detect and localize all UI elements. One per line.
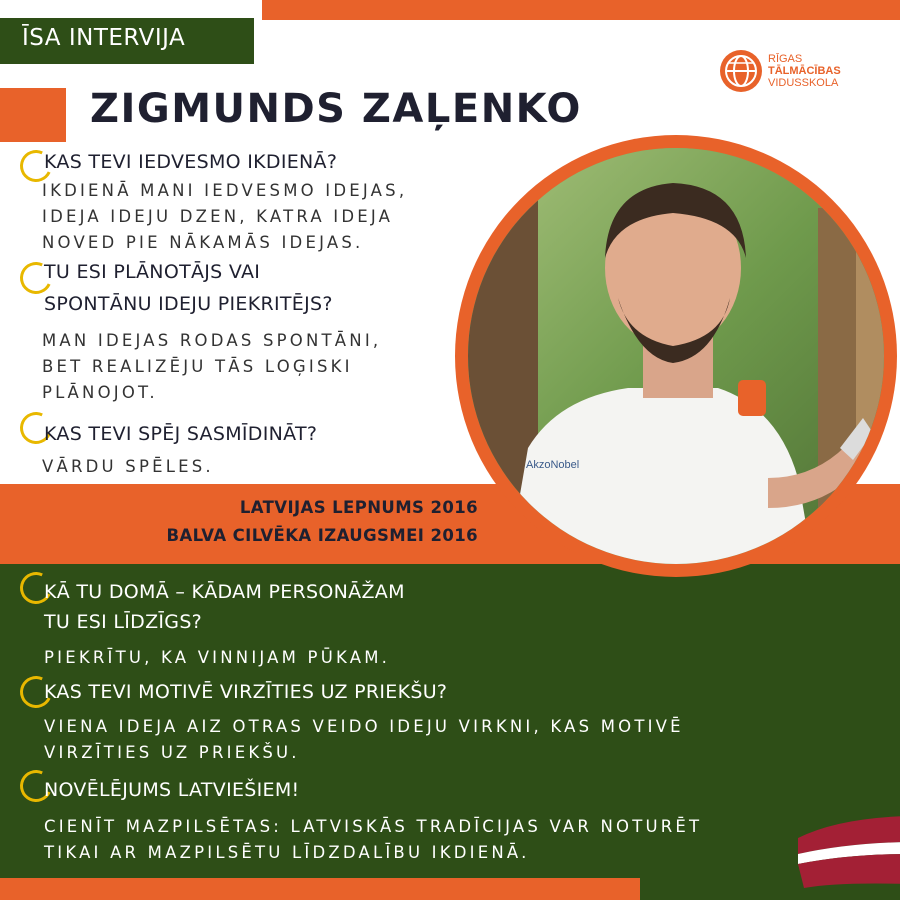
answer-line: MAN IDEJAS RODAS SPONTĀNI, xyxy=(42,331,382,350)
question: KĀ TU DOMĀ – KĀDAM PERSONĀŽAM xyxy=(44,581,405,603)
answer-line: IDEJA IDEJU DZEN, KATRA IDEJA xyxy=(42,207,394,226)
top-accent-bar xyxy=(262,0,900,20)
answer-line: CIENĪT MAZPILSĒTAS: LATVISKĀS TRADĪCIJAS VAR NOTURĒT xyxy=(44,817,703,836)
shirt-brand: AkzoNobel xyxy=(526,459,580,471)
question: TU ESI LĪDZĪGS? xyxy=(44,611,203,633)
bottom-accent-bar xyxy=(0,878,640,900)
answer-line: VĀRDU SPĒLES. xyxy=(42,457,214,476)
answer-line: VIRZĪTIES UZ PRIEKŠU. xyxy=(44,743,300,762)
school-name xyxy=(768,53,841,89)
school-name-line2: TĀLMĀCĪBAS xyxy=(768,65,841,77)
person-name: ZIGMUNDS ZAĻENKO xyxy=(90,86,582,132)
answer-line: IKDIENĀ MANI IEDVESMO IDEJAS, xyxy=(42,181,408,200)
latvian-flag-icon xyxy=(798,808,900,888)
question: KAS TEVI SPĒJ SASMĪDINĀT? xyxy=(44,423,318,445)
school-logo xyxy=(720,48,880,94)
question: NOVĒLĒJUMS LATVIEŠIEM! xyxy=(44,779,300,801)
name-accent-block xyxy=(0,88,66,142)
question: KAS TEVI MOTIVĒ VIRZĪTIES UZ PRIEKŠU? xyxy=(44,681,448,703)
answer-line: BET REALIZĒJU TĀS LOĢISKI xyxy=(42,357,353,376)
award-line: BALVA CILVĒKA IZAUGSMEI 2016 xyxy=(166,526,478,545)
question: KAS TEVI IEDVESMO IKDIENĀ? xyxy=(44,151,338,173)
question: TU ESI PLĀNOTĀJS VAI xyxy=(44,261,261,283)
award-line: LATVIJAS LEPNUMS 2016 xyxy=(239,498,478,517)
globe-icon xyxy=(720,50,762,92)
section-label: ĪSA INTERVIJA xyxy=(22,25,186,51)
school-name-line1: RĪGAS xyxy=(768,53,803,65)
portrait-photo xyxy=(468,148,884,564)
answer-line: PIEKRĪTU, KA VINNIJAM PŪKAM. xyxy=(44,648,391,667)
school-name-line3: VIDUSSKOLA xyxy=(768,77,839,89)
answer-line: NOVED PIE NĀKAMĀS IDEJAS. xyxy=(42,233,364,252)
question: SPONTĀNU IDEJU PIEKRITĒJS? xyxy=(44,293,333,315)
answer-line: VIENA IDEJA AIZ OTRAS VEIDO IDEJU VIRKNI, KAS MOTIVĒ xyxy=(44,717,684,736)
answer-line: PLĀNOJOT. xyxy=(42,383,158,402)
answer-line: TIKAI AR MAZPILSĒTU LĪDZDALĪBU IKDIENĀ. xyxy=(44,843,530,862)
